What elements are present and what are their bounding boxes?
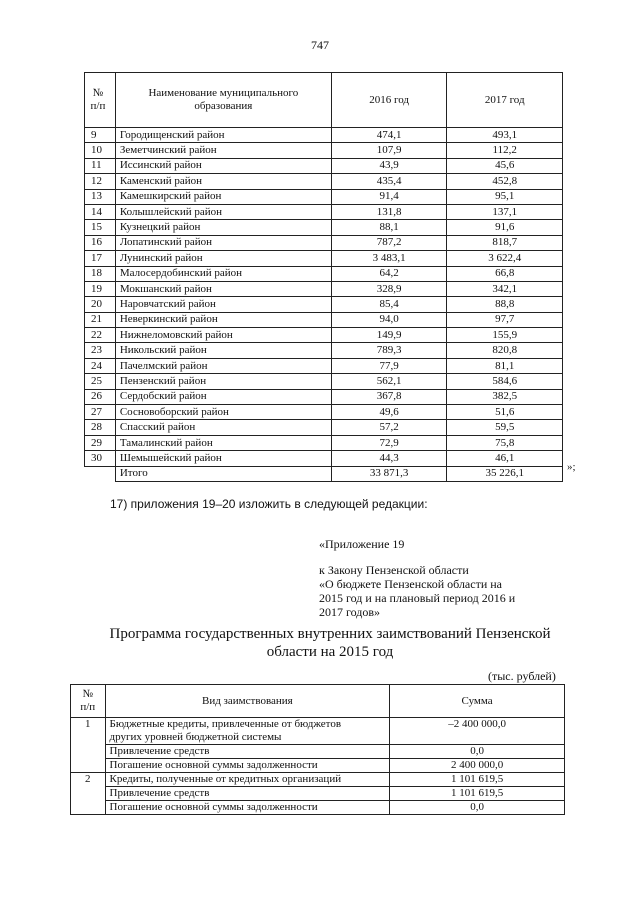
value-2017: 342,1 [447,281,563,296]
table-row [85,266,563,281]
row-number: 19 [85,281,116,296]
borrowing-sum: 1 101 619,5 [390,773,565,787]
header-num: № п/п [71,685,106,718]
table-row [85,328,563,343]
district-name: Шемышейский район [115,451,331,466]
header-type: Вид заимствования [105,685,390,718]
value-2017: 46,1 [447,451,563,466]
row-number: 14 [85,204,116,219]
value-2016: 3 483,1 [331,251,447,266]
row-number: 2 [71,773,106,815]
district-name: Земетчинский район [115,143,331,158]
units-label: (тыс. рублей) [488,669,556,683]
header-name: Наименование муниципального образования [115,73,331,128]
total-row [85,466,563,481]
value-2017: 51,6 [447,405,563,420]
annex-law-line: «О бюджете Пензенской области на [319,577,502,591]
value-2017: 112,2 [447,143,563,158]
value-2016: 77,9 [331,358,447,373]
table-body [71,718,565,815]
borrowing-type: Погашение основной суммы задолженности [105,801,390,815]
table-row [85,374,563,389]
district-name: Тамалинский район [115,435,331,450]
total-suffix: »; [567,461,576,473]
district-name: Сосновоборский район [115,405,331,420]
district-name: Спасский район [115,420,331,435]
page-number: 747 [311,38,329,52]
value-2017: 493,1 [447,128,563,143]
value-2016: 367,8 [331,389,447,404]
borrowing-type: Погашение основной суммы задолженности [105,759,390,773]
district-name: Лопатинский район [115,235,331,250]
value-2017: 584,6 [447,374,563,389]
district-name: Мокшанский район [115,281,331,296]
district-name: Наровчатский район [115,297,331,312]
total-2016: 33 871,3 [331,466,447,481]
borrowing-sum: 1 101 619,5 [390,787,565,801]
row-number: 21 [85,312,116,327]
value-2017: 59,5 [447,420,563,435]
value-2016: 131,8 [331,204,447,219]
budget-table [84,72,563,482]
value-2017: 820,8 [447,343,563,358]
row-number: 12 [85,174,116,189]
value-2017: 95,1 [447,189,563,204]
program-title: Программа государственных внутренних заимствований Пензенской области на 2015 год [109,626,551,660]
value-2017: 452,8 [447,174,563,189]
row-number: 28 [85,420,116,435]
district-name: Городищенский район [115,128,331,143]
district-name: Пензенский район [115,374,331,389]
borrowing-table [70,684,565,815]
table-row [85,220,563,235]
row-number: 25 [85,374,116,389]
value-2017: 45,6 [447,158,563,173]
borrowing-type: Кредиты, полученные от кредитных организаций [105,773,390,787]
borrowing-type: Привлечение средств [105,745,390,759]
header-2016: 2016 год [331,73,447,128]
row-number: 24 [85,358,116,373]
table-row [71,773,565,787]
value-2017: 818,7 [447,235,563,250]
row-number: 22 [85,328,116,343]
value-2016: 91,4 [331,189,447,204]
annex-law-line: 2015 год и на плановый период 2016 и [319,591,516,605]
table-row [85,143,563,158]
value-2017: 382,5 [447,389,563,404]
table-row [85,189,563,204]
table-row [85,158,563,173]
value-2016: 44,3 [331,451,447,466]
table-header-row [71,685,565,718]
borrowing-sum: –2 400 000,0 [390,718,565,745]
value-2017: 97,7 [447,312,563,327]
borrowing-sum: 2 400 000,0 [390,759,565,773]
borrowing-sum: 0,0 [390,745,565,759]
table-row [71,759,565,773]
value-2016: 787,2 [331,235,447,250]
value-2017: 3 622,4 [447,251,563,266]
annex-law-line: к Закону Пензенской области [319,563,469,577]
table-row [85,281,563,296]
table-row [85,174,563,189]
amendment-text: 17) приложения 19–20 изложить в следующей редакции: [110,497,428,511]
value-2016: 72,9 [331,435,447,450]
value-2017: 88,8 [447,297,563,312]
header-sum: Сумма [390,685,565,718]
table-row [85,435,563,450]
table-body [85,128,563,482]
row-number: 20 [85,297,116,312]
district-name: Камешкирский район [115,189,331,204]
borrowing-sum: 0,0 [390,801,565,815]
value-2017: 66,8 [447,266,563,281]
value-2017: 91,6 [447,220,563,235]
value-2016: 107,9 [331,143,447,158]
value-2016: 64,2 [331,266,447,281]
value-2016: 435,4 [331,174,447,189]
annex-law-reference [319,563,559,619]
district-name: Каменский район [115,174,331,189]
value-2016: 149,9 [331,328,447,343]
total-2017: 35 226,1 [447,466,563,481]
row-number: 11 [85,158,116,173]
district-name: Никольский район [115,343,331,358]
row-number: 27 [85,405,116,420]
value-2016: 88,1 [331,220,447,235]
total-label: Итого [115,466,331,481]
row-number: 30 [85,451,116,466]
table-header-row [85,73,563,128]
row-number: 1 [71,718,106,773]
table-row [85,297,563,312]
table-row [85,358,563,373]
table-row [85,343,563,358]
row-number: 23 [85,343,116,358]
borrowing-type: Бюджетные кредиты, привлеченные от бюджетов других уровней бюджетной системы [105,718,390,745]
value-2017: 75,8 [447,435,563,450]
value-2016: 562,1 [331,374,447,389]
district-name: Кузнецкий район [115,220,331,235]
row-number: 16 [85,235,116,250]
row-number: 15 [85,220,116,235]
table-row [85,128,563,143]
total-empty-cell [85,466,116,481]
value-2016: 789,3 [331,343,447,358]
annex-law-line: 2017 годов» [319,605,381,619]
row-number: 13 [85,189,116,204]
row-number: 17 [85,251,116,266]
value-2016: 49,6 [331,405,447,420]
borrowing-type: Привлечение средств [105,787,390,801]
value-2017: 137,1 [447,204,563,219]
value-2016: 94,0 [331,312,447,327]
table-row [85,451,563,466]
table-row [71,801,565,815]
value-2016: 43,9 [331,158,447,173]
header-2017: 2017 год [447,73,563,128]
table-row [71,787,565,801]
value-2017: 81,1 [447,358,563,373]
table-row [85,420,563,435]
row-number: 18 [85,266,116,281]
value-2016: 57,2 [331,420,447,435]
table-row [71,718,565,745]
district-name: Лунинский район [115,251,331,266]
district-name: Малосердобинский район [115,266,331,281]
table-row [85,251,563,266]
row-number: 9 [85,128,116,143]
district-name: Неверкинский район [115,312,331,327]
header-num: № п/п [85,73,116,128]
value-2016: 474,1 [331,128,447,143]
table-row [85,312,563,327]
value-2017: 155,9 [447,328,563,343]
table-row [71,745,565,759]
district-name: Нижнеломовский район [115,328,331,343]
value-2016: 328,9 [331,281,447,296]
row-number: 26 [85,389,116,404]
table-row [85,235,563,250]
district-name: Пачелмский район [115,358,331,373]
row-number: 10 [85,143,116,158]
row-number: 29 [85,435,116,450]
district-name: Сердобский район [115,389,331,404]
value-2016: 85,4 [331,297,447,312]
table-row [85,389,563,404]
table-row [85,405,563,420]
table-row [85,204,563,219]
district-name: Колышлейский район [115,204,331,219]
annex-title: «Приложение 19 [319,537,405,551]
district-name: Иссинский район [115,158,331,173]
